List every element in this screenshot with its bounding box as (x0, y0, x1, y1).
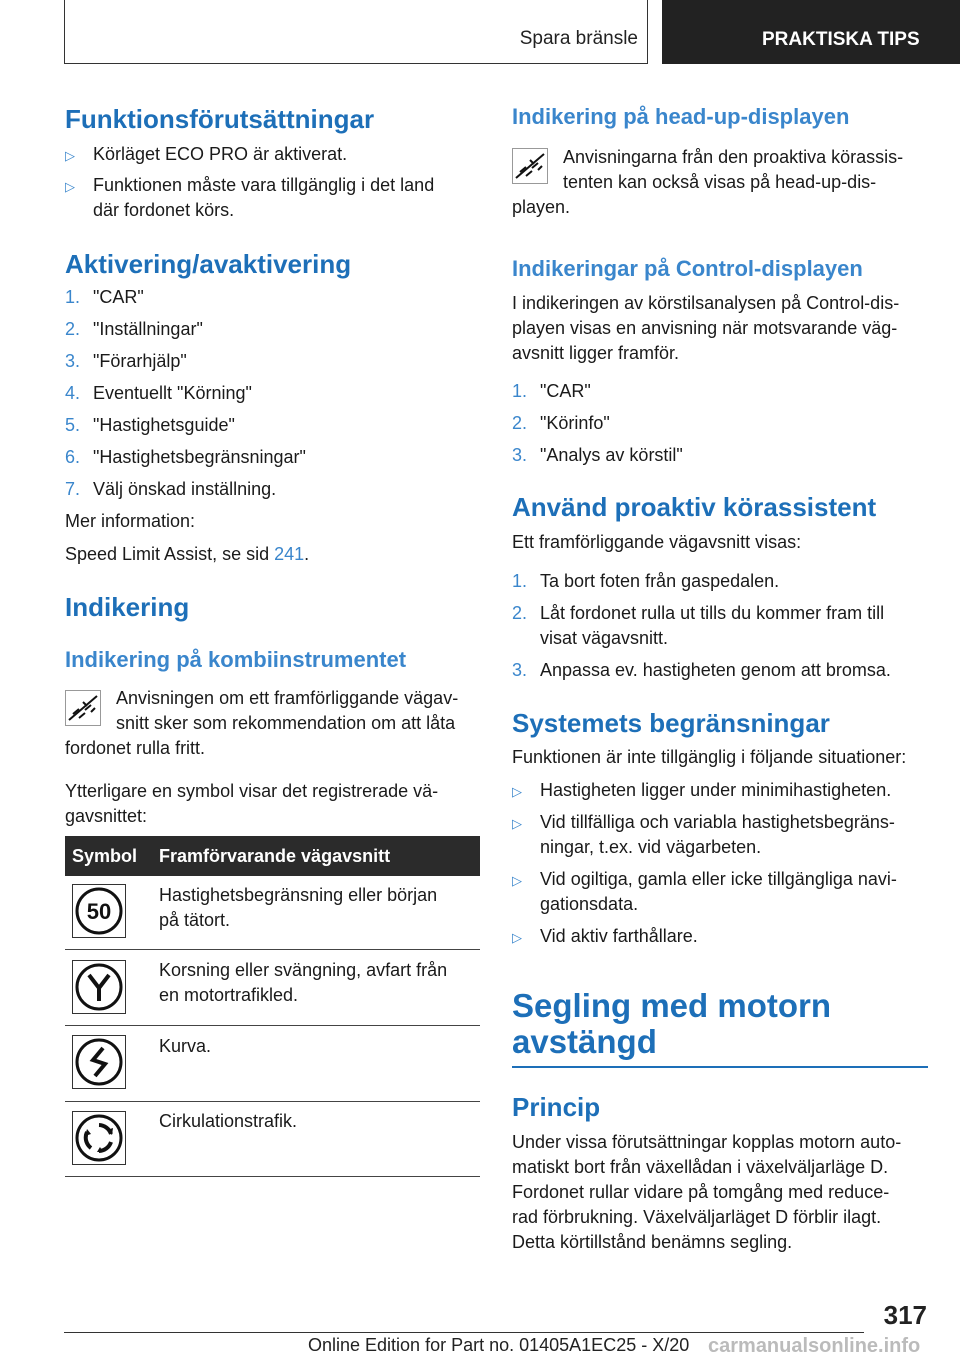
princip-line: Fordonet rullar vidare på tomgång med reduce- (512, 1182, 890, 1202)
bullet-item: ▷ Vid aktiv farthållare. (512, 924, 698, 950)
ctrl-text-line: I indikeringen av körstilsanalysen på Control-dis- (512, 293, 900, 313)
ctrl-text-line: playen visas en anvisning när motsvarande väg- (512, 318, 898, 338)
kombi-text-line: snitt sker som rekommendation om att låta (116, 713, 456, 733)
ytterligare-text-line: gavsnittet: (65, 806, 148, 826)
step-item: 5. "Hastighetsguide" (65, 415, 235, 435)
limits-intro: Funktionen är inte tillgänglig i följande situationer: (512, 747, 907, 767)
step-item: 3. Anpassa ev. hastigheten genom att bromsa. (512, 660, 891, 680)
hud-text-line: Anvisningarna från den proaktiva körassis- (563, 147, 904, 167)
table-row-divider (65, 1101, 480, 1102)
heading-control-display: Indikeringar på Control-displayen (512, 256, 863, 281)
header-section-title: Spara bränsle (519, 28, 638, 49)
step-item: 4. Eventuellt "Körning" (65, 383, 252, 403)
hud-text-line: tenten kan också visas på head-up-dis- (563, 172, 877, 192)
heading-aktivering: Aktivering/avaktivering (65, 249, 352, 279)
table-row-divider (65, 1025, 480, 1026)
footer-rule (64, 1332, 864, 1333)
speed-limit-sign-icon (72, 884, 126, 938)
heading-princip: Princip (512, 1092, 601, 1122)
page-number: 317 (883, 1300, 927, 1330)
table-row-divider (65, 1176, 480, 1177)
step-item: 3. "Förarhjälp" (65, 351, 187, 371)
heading-indikering: Indikering (65, 592, 190, 622)
svg-text:50: 50 (86, 899, 112, 924)
road-hint-icon (512, 148, 548, 184)
section-rule (512, 1066, 928, 1068)
table-cell: på tätort. (159, 910, 231, 930)
triangle-bullet-icon: ▷ (512, 930, 522, 945)
step-item: 1. Ta bort foten från gaspedalen. (512, 571, 780, 591)
bullet-item: ▷ Körläget ECO PRO är aktiverat. (65, 142, 347, 168)
step-item: 1. "CAR" (512, 381, 591, 401)
heading-segling-line1: Segling med motorn (512, 987, 832, 1024)
kombi-text-line: Anvisningen om ett framförliggande vägav- (116, 688, 459, 708)
bullet-item-continued: gationsdata. (540, 894, 639, 914)
princip-line: Under vissa förutsättningar kopplas motorn auto- (512, 1132, 902, 1152)
watermark: carmanualsonline.info (708, 1335, 921, 1357)
speed-limit-ref: Speed Limit Assist, se sid 241. (65, 544, 310, 564)
triangle-bullet-icon: ▷ (512, 784, 522, 799)
bullet-item: ▷ Funktionen måste vara tillgänglig i det land (65, 173, 434, 199)
triangle-bullet-icon: ▷ (65, 179, 75, 194)
bullet-item: ▷ Vid ogiltiga, gamla eller icke tillgängliga navi- (512, 867, 897, 893)
bullet-item: ▷ Hastigheten ligger under minimihastigheten. (512, 778, 891, 804)
step-item: 2. "Inställningar" (65, 319, 203, 339)
table-cell: Korsning eller svängning, avfart från (159, 960, 448, 980)
header-chapter-title: PRAKTISKA TIPS (662, 0, 960, 64)
heading-funktionsforutsattningar: Funktionsförutsättningar (65, 104, 375, 134)
heading-systemets-begransningar: Systemets begränsningar (512, 708, 830, 738)
table-header-road: Framförvarande vägavsnitt (159, 846, 391, 866)
table-cell: Cirkulationstrafik. (159, 1111, 298, 1131)
ytterligare-text-line: Ytterligare en symbol visar det registrerade vä- (65, 781, 439, 801)
triangle-bullet-icon: ▷ (512, 816, 522, 831)
princip-line: matiskt bort från växellådan i växelväljarläge D. (512, 1157, 889, 1177)
roundabout-sign-icon (72, 1111, 126, 1165)
triangle-bullet-icon: ▷ (65, 148, 75, 163)
page-link[interactable]: 241 (274, 544, 305, 564)
step-item: 7. Välj önskad inställning. (65, 479, 277, 499)
kombi-text-line: fordonet rulla fritt. (65, 738, 206, 758)
more-info-text: Mer information: (65, 511, 196, 531)
table-header-symbol: Symbol (72, 846, 138, 866)
princip-line: Detta körtillstånd benämns segling. (512, 1232, 793, 1252)
bullet-item: ▷ Vid tillfälliga och variabla hastighetsbegräns- (512, 810, 895, 836)
bullet-item-continued: ningar, t.ex. vid vägarbeten. (540, 837, 762, 857)
heading-anvand-proaktiv: Använd proaktiv körassistent (512, 492, 877, 522)
step-item: 6. "Hastighetsbegränsningar" (65, 447, 306, 467)
triangle-bullet-icon: ▷ (512, 873, 522, 888)
table-cell: en motortrafikled. (159, 985, 299, 1005)
step-item: 1. "CAR" (65, 287, 144, 307)
princip-line: rad förbrukning. Växelväljarläget D förblir ilagt. (512, 1207, 882, 1227)
table-row-divider (65, 949, 480, 950)
table-cell: Kurva. (159, 1036, 212, 1056)
bullet-item-continued: där fordonet körs. (93, 200, 235, 220)
heading-head-up-display: Indikering på head-up-displayen (512, 104, 850, 129)
heading-kombiinstrument: Indikering på kombiinstrumentet (65, 647, 407, 672)
step-item: 2. "Körinfo" (512, 413, 610, 433)
step-item: 2. Låt fordonet rulla ut tills du kommer fram till (512, 603, 885, 623)
junction-sign-icon (72, 960, 126, 1014)
heading-segling-line2: avstängd (512, 1023, 657, 1060)
step-item: 3. "Analys av körstil" (512, 445, 683, 465)
use-intro: Ett framförliggande vägavsnitt visas: (512, 532, 802, 552)
table-cell: Hastighetsbegränsning eller början (159, 885, 438, 905)
step-item-continued: visat vägavsnitt. (540, 628, 669, 648)
road-hint-icon (65, 690, 101, 726)
footer-edition: Online Edition for Part no. 01405A1EC25 - X/20 (308, 1335, 690, 1355)
hud-text-line: playen. (512, 197, 571, 217)
curve-sign-icon (72, 1035, 126, 1089)
ctrl-text-line: avsnitt ligger framför. (512, 343, 680, 363)
